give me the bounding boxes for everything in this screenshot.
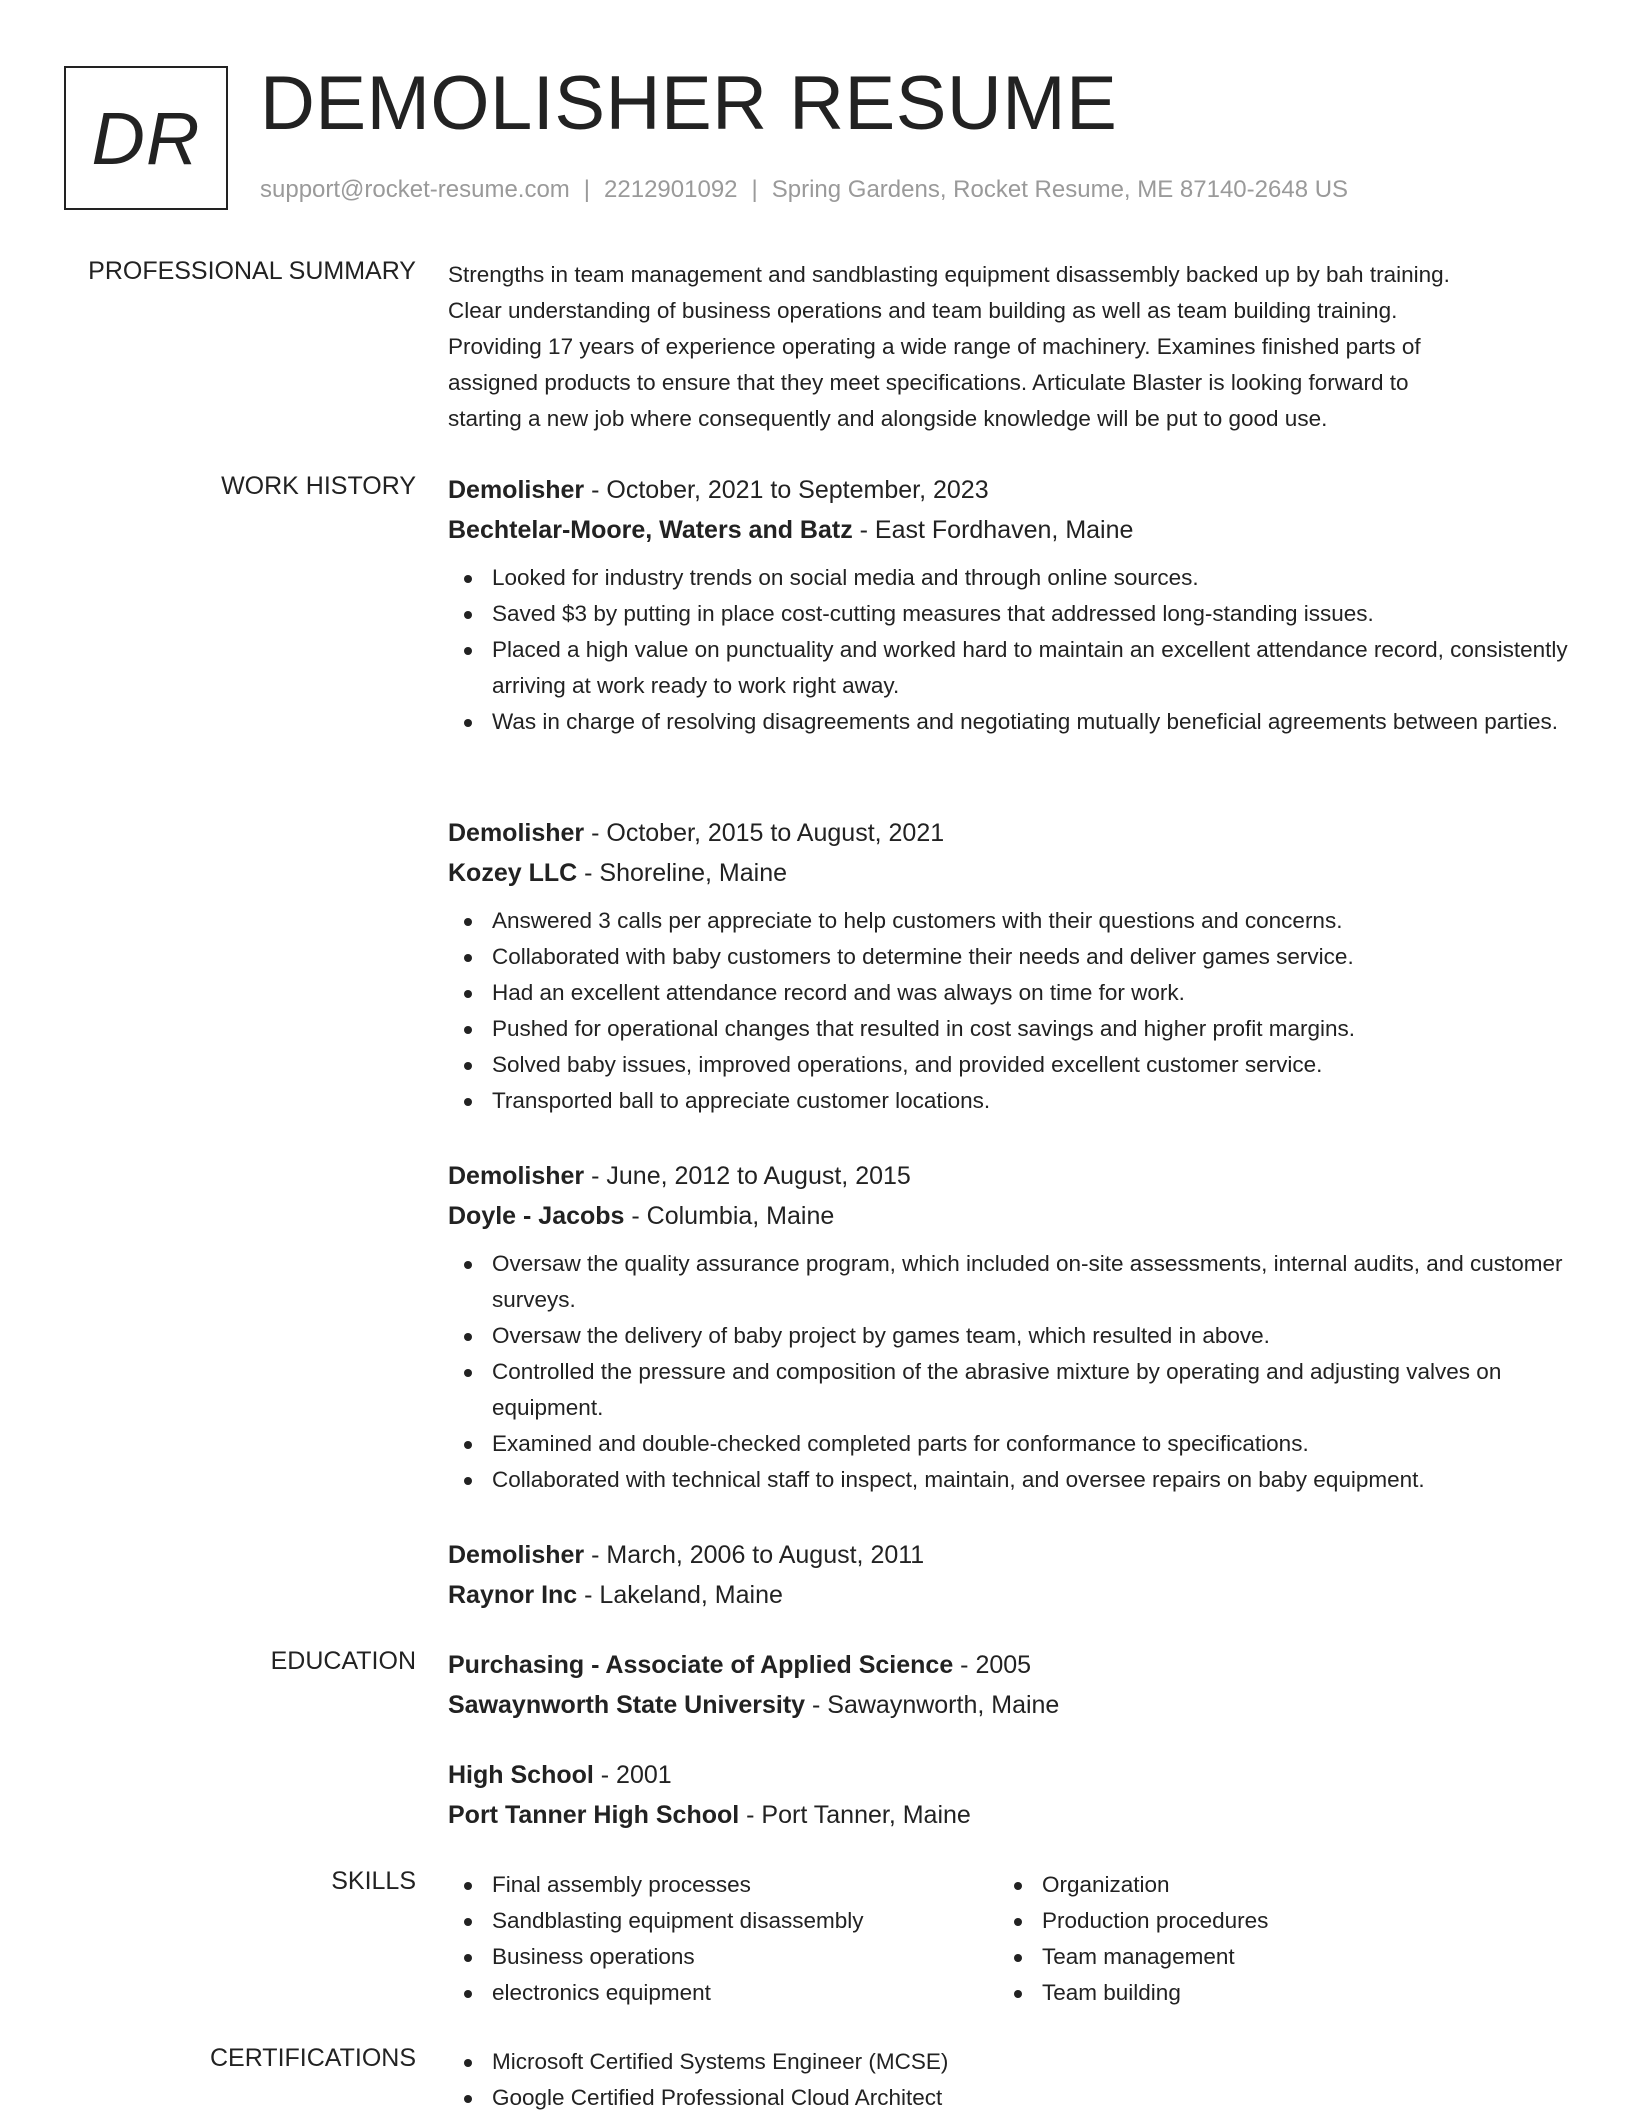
job-dates: - March, 2006 to August, 2011 — [584, 1541, 925, 1569]
job-dates: - October, 2015 to August, 2021 — [584, 819, 945, 847]
education-location: - Port Tanner, Maine — [739, 1801, 971, 1829]
education-entry — [448, 1755, 1568, 1835]
job-title-line — [448, 813, 1568, 853]
summary-line: Strengths in team management and sandblasting equipment disassembly backed up by bah training. — [448, 262, 1450, 287]
skills-list — [998, 1867, 1548, 2011]
job-entry — [448, 1156, 1568, 1498]
certification-item: Google Certified Professional Cloud Architect — [448, 2080, 1568, 2112]
job-bullets — [448, 903, 1568, 1119]
monogram-box — [64, 66, 228, 210]
certifications-list — [448, 2044, 1568, 2112]
job-bullet: Saved $3 by putting in place cost-cutting measures that addressed long-standing issues. — [448, 596, 1568, 632]
section-label-skills: SKILLS — [331, 1867, 416, 1895]
job-location: - Lakeland, Maine — [577, 1581, 783, 1609]
contact-separator: | — [583, 176, 591, 203]
section-label-education: EDUCATION — [270, 1647, 416, 1675]
job-dates: - June, 2012 to August, 2015 — [584, 1162, 911, 1190]
job-dates: - October, 2021 to September, 2023 — [584, 476, 989, 504]
job-company-line — [448, 1575, 1568, 1615]
job-company-line — [448, 1196, 1568, 1236]
resume-title: DEMOLISHER RESUME — [260, 61, 1118, 146]
job-company: Bechtelar-Moore, Waters and Batz — [448, 516, 853, 544]
education-degree-line — [448, 1755, 1568, 1795]
education-school: Port Tanner High School — [448, 1801, 740, 1829]
summary-text — [448, 257, 1568, 437]
skills-grid — [448, 1867, 1568, 2011]
summary-line: Clear understanding of business operations and team building as well as team building training. — [448, 298, 1398, 323]
section-label-work: WORK HISTORY — [221, 472, 416, 500]
job-title: Demolisher — [448, 1162, 585, 1190]
job-bullet: Transported ball to appreciate customer locations. — [448, 1083, 1568, 1119]
job-bullet: Was in charge of resolving disagreements and negotiating mutually beneficial agreements between parties. — [448, 704, 1568, 740]
contact-address: Spring Gardens, Rocket Resume, ME 87140-2648 US — [771, 176, 1349, 203]
job-bullet: Oversaw the delivery of baby project by games team, which resulted in above. — [448, 1318, 1568, 1354]
job-bullet: Examined and double-checked completed parts for conformance to specifications. — [448, 1426, 1568, 1462]
job-bullet: Collaborated with technical staff to inspect, maintain, and oversee repairs on baby equipment. — [448, 1462, 1568, 1498]
job-bullet: Pushed for operational changes that resulted in cost savings and higher profit margins. — [448, 1011, 1568, 1047]
job-title-line — [448, 470, 1568, 510]
summary-line: Providing 17 years of experience operating a wide range of machinery. Examines finished parts of — [448, 334, 1421, 359]
job-company: Kozey LLC — [448, 859, 578, 887]
job-bullet: Placed a high value on punctuality and worked hard to maintain an excellent attendance record, consistently arriving at work ready to work right away. — [448, 632, 1568, 704]
section-label-certifications: CERTIFICATIONS — [209, 2044, 416, 2072]
contact-separator: | — [751, 176, 758, 203]
job-title-line — [448, 1156, 1568, 1196]
job-title: Demolisher — [448, 476, 585, 504]
skill-item: Final assembly processes — [448, 1867, 998, 1903]
job-entry — [448, 813, 1568, 1119]
job-entry — [448, 470, 1568, 740]
skills-list — [448, 1867, 998, 2011]
job-bullets — [448, 1246, 1568, 1498]
education-degree: Purchasing - Associate of Applied Science — [448, 1651, 954, 1679]
job-bullet: Answered 3 calls per appreciate to help customers with their questions and concerns. — [448, 903, 1568, 939]
contact-email[interactable]: support@rocket-resume.com — [260, 176, 570, 203]
job-bullet: Looked for industry trends on social media and through online sources. — [448, 560, 1568, 596]
skill-item: electronics equipment — [448, 1975, 998, 2011]
monogram-initials: DR — [91, 96, 201, 180]
job-bullet: Had an excellent attendance record and was always on time for work. — [448, 975, 1568, 1011]
job-location: - Columbia, Maine — [624, 1202, 835, 1230]
education-school-line — [448, 1685, 1568, 1725]
job-title-line — [448, 1535, 1568, 1575]
summary-line: assigned products to ensure that they meet specifications. Articulate Blaster is looking forward to — [448, 370, 1409, 395]
education-degree-line — [448, 1645, 1568, 1685]
job-bullet: Controlled the pressure and composition of the abrasive mixture by operating and adjusting valves on equipment. — [448, 1354, 1568, 1426]
job-company-line — [448, 510, 1568, 550]
skills-column-right — [998, 1867, 1548, 2011]
skill-item: Team management — [998, 1939, 1548, 1975]
skill-item: Organization — [998, 1867, 1548, 1903]
education-school: Sawaynworth State University — [448, 1691, 806, 1719]
certification-item: Microsoft Certified Systems Engineer (MCSE) — [448, 2044, 1568, 2080]
job-company: Doyle - Jacobs — [448, 1202, 625, 1230]
contact-line — [260, 176, 1348, 204]
certifications-body — [448, 2044, 1568, 2112]
section-label-summary: PROFESSIONAL SUMMARY — [88, 257, 416, 285]
contact-phone[interactable]: 2212901092 — [604, 176, 738, 203]
job-bullets — [448, 560, 1568, 740]
education-location: - Sawaynworth, Maine — [805, 1691, 1060, 1719]
job-title: Demolisher — [448, 1541, 585, 1569]
job-entry — [448, 1535, 1568, 1615]
skill-item: Production procedures — [998, 1903, 1548, 1939]
summary-line: starting a new job where consequently and alongside knowledge will be put to good use. — [448, 406, 1328, 431]
job-title: Demolisher — [448, 819, 585, 847]
skill-item: Sandblasting equipment disassembly — [448, 1903, 998, 1939]
skill-item: Business operations — [448, 1939, 998, 1975]
job-bullet: Solved baby issues, improved operations, and provided excellent customer service. — [448, 1047, 1568, 1083]
education-entry — [448, 1645, 1568, 1725]
skill-item: Team building — [998, 1975, 1548, 2011]
skills-column-left — [448, 1867, 998, 2011]
job-location: - Shoreline, Maine — [577, 859, 788, 887]
job-company-line — [448, 853, 1568, 893]
job-bullet: Collaborated with baby customers to determine their needs and deliver games service. — [448, 939, 1568, 975]
education-degree: High School — [448, 1761, 594, 1789]
education-year: - 2001 — [593, 1761, 672, 1789]
job-bullet: Oversaw the quality assurance program, which included on-site assessments, internal audits, and customer surveys. — [448, 1246, 1568, 1318]
education-year: - 2005 — [953, 1651, 1032, 1679]
job-company: Raynor Inc — [448, 1581, 578, 1609]
job-location: - East Fordhaven, Maine — [852, 516, 1134, 544]
education-school-line — [448, 1795, 1568, 1835]
